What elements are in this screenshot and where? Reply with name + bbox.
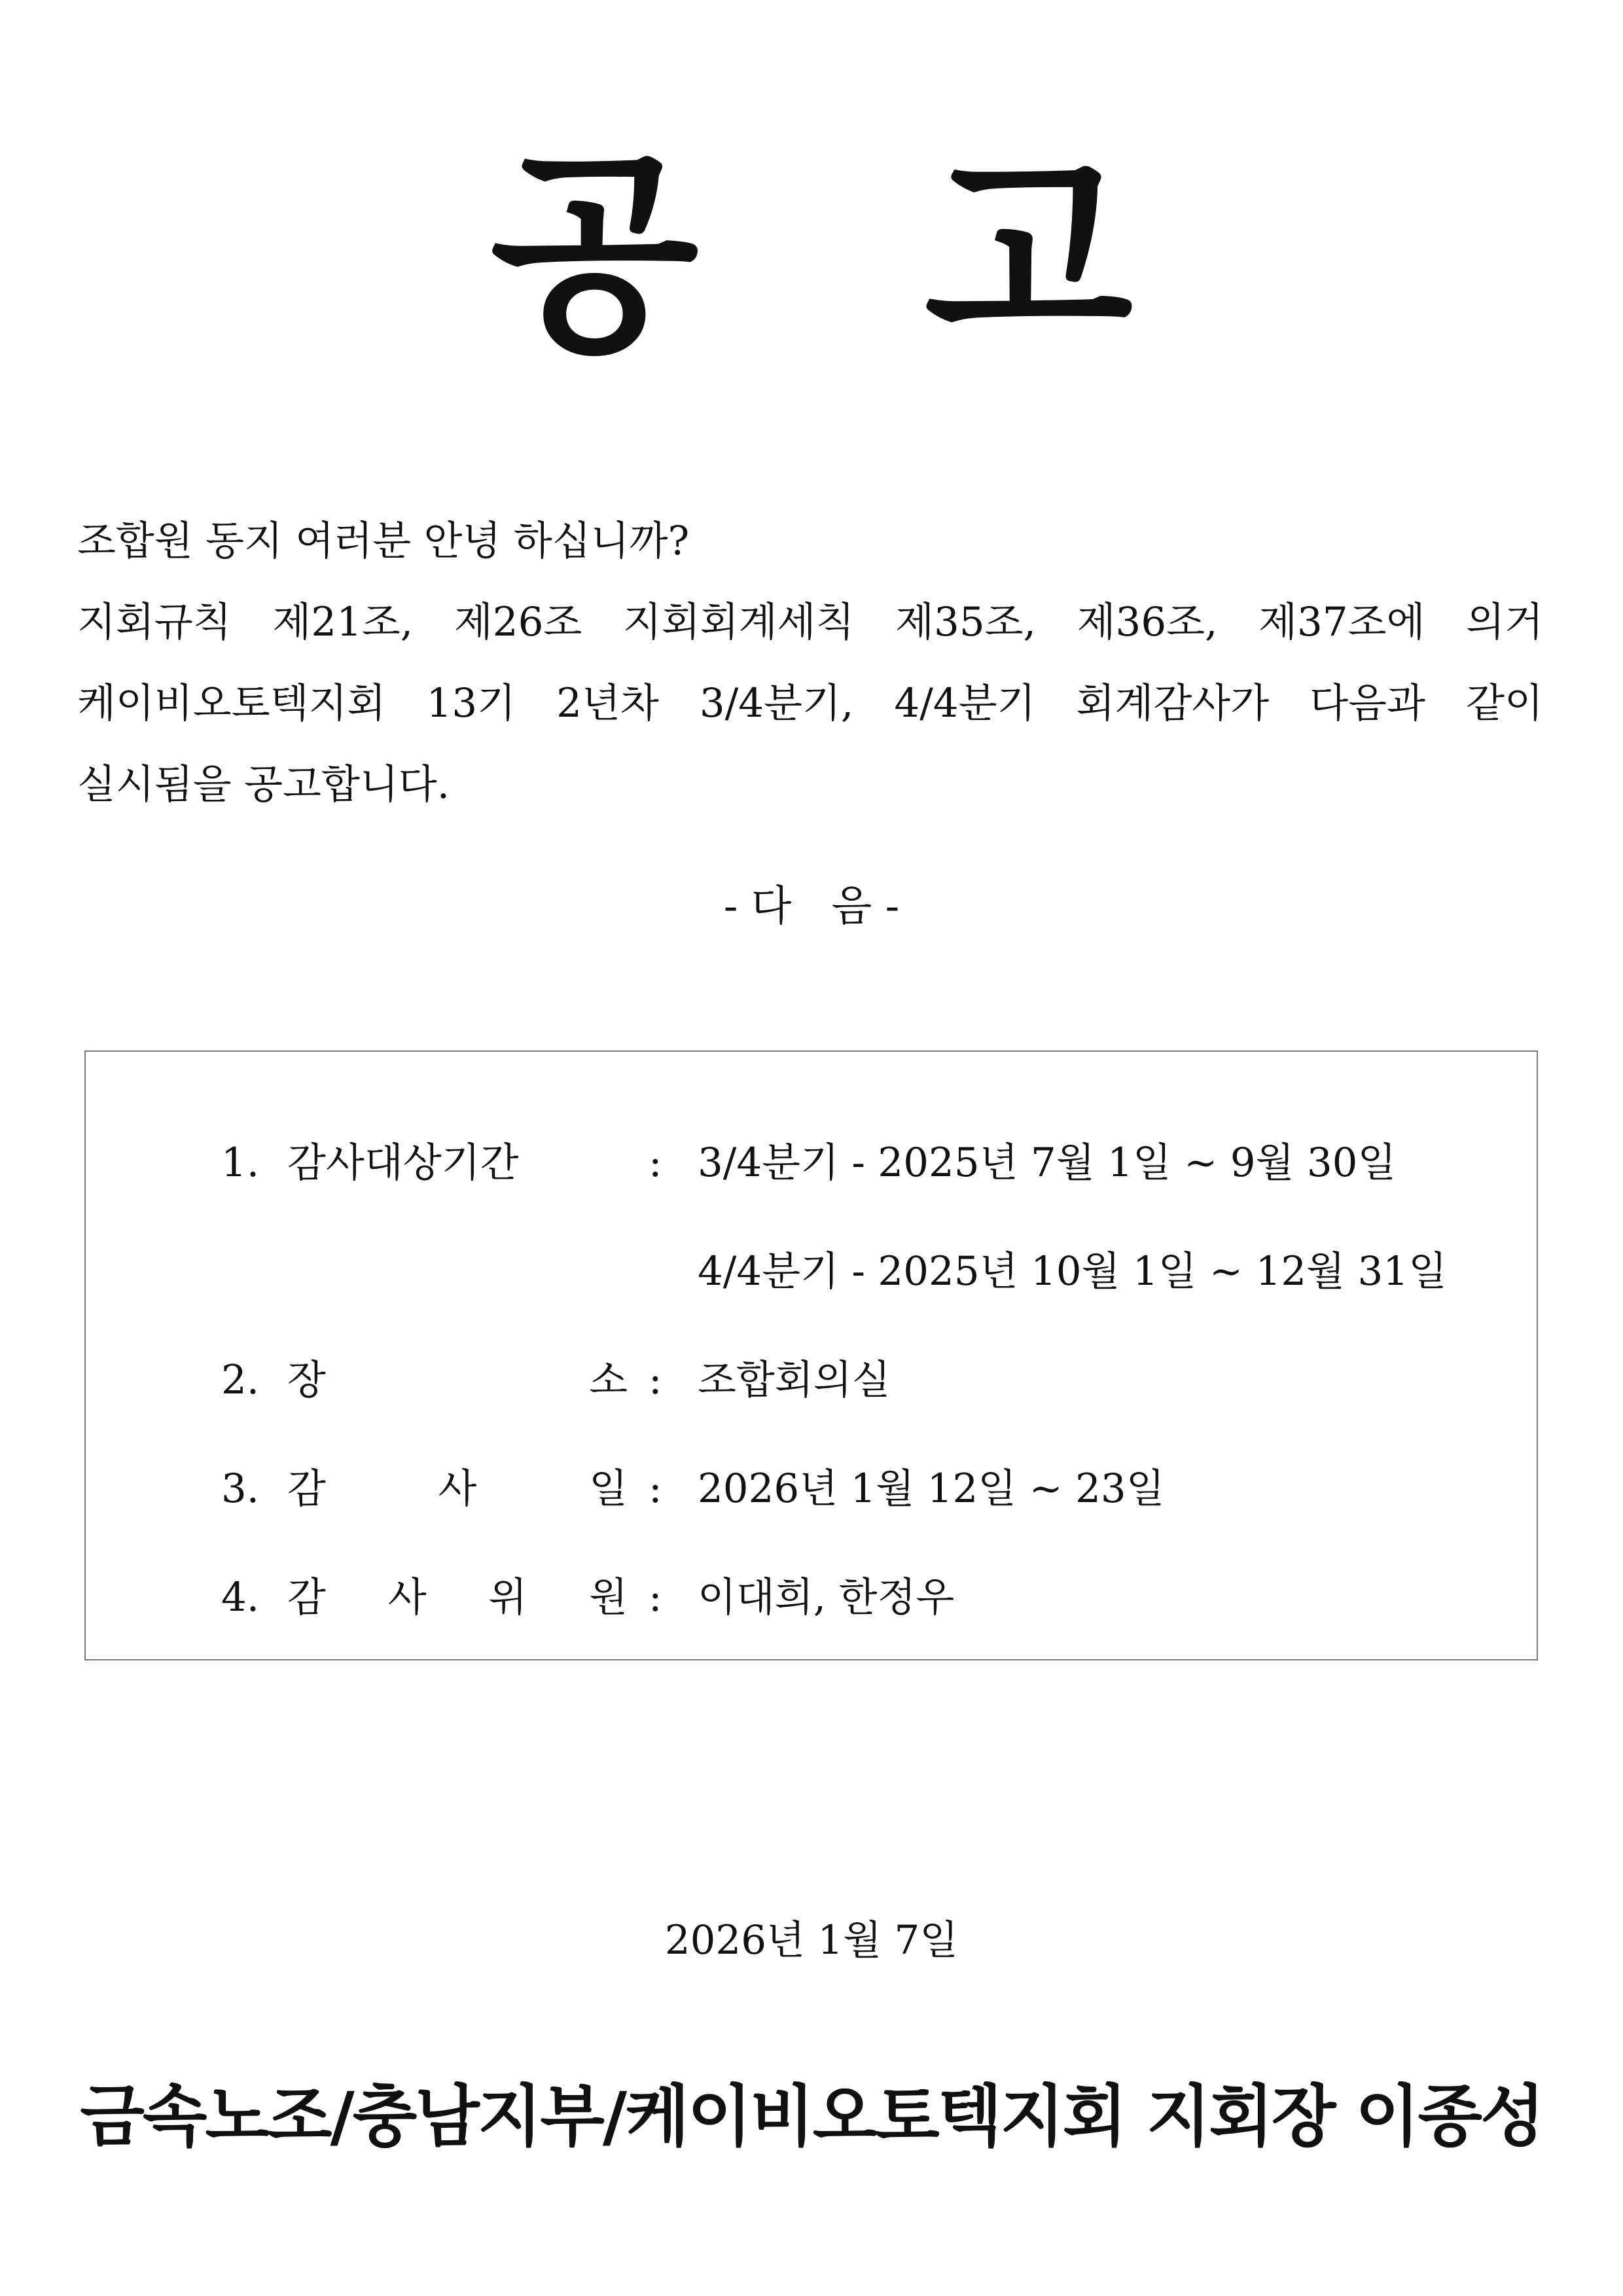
audit-details-box — [84, 1050, 1538, 1660]
following-heading: - 다 음 - — [723, 882, 900, 931]
detail-value: 3/4분기 - 2025년 7월 1일 ~ 9월 30일 — [698, 1139, 1397, 1186]
detail-value: 이대희, 한정우 — [698, 1574, 955, 1621]
detail-colon: : — [649, 1465, 662, 1512]
detail-value: 4/4분기 - 2025년 10월 1일 ~ 12월 31일 — [698, 1248, 1448, 1295]
detail-row-date — [86, 1456, 1537, 1522]
signature-line: 금속노조/충남지부/케이비오토텍지회 지회장 이종성 — [80, 2078, 1543, 2156]
detail-label-part: 일 — [589, 1465, 628, 1512]
body-line-audit: 케이비오토텍지회 13기 2년차 3/4분기, 4/4분기 회계감사가 다음과 같이 — [77, 680, 1543, 726]
detail-label — [287, 1456, 628, 1522]
body-line-announcement: 실시됨을 공고합니다. — [77, 761, 450, 808]
detail-number: 3. — [221, 1465, 260, 1512]
detail-label-part: 소 — [589, 1357, 628, 1403]
detail-label-part: 사 — [387, 1574, 427, 1621]
detail-label — [287, 1348, 628, 1413]
detail-colon: : — [649, 1139, 662, 1186]
body-line-greeting: 조합원 동지 여러분 안녕 하십니까? — [77, 518, 690, 564]
notice-title: 공 고 — [490, 130, 1133, 381]
detail-row-period — [86, 1130, 1537, 1196]
detail-label-part: 감 — [287, 1465, 326, 1512]
detail-colon: : — [649, 1574, 662, 1621]
notice-body — [77, 501, 1543, 825]
detail-label-part: 감 — [287, 1574, 326, 1621]
detail-row-location — [86, 1348, 1537, 1413]
detail-number: 1. — [221, 1139, 260, 1186]
detail-colon: : — [649, 1357, 662, 1403]
detail-number: 4. — [221, 1574, 260, 1621]
detail-label-part: 사 — [438, 1465, 477, 1512]
detail-label-part: 원 — [589, 1574, 628, 1621]
detail-value: 2026년 1월 12일 ~ 23일 — [698, 1465, 1165, 1512]
detail-row-period-2 — [86, 1239, 1537, 1304]
detail-label-part: 위 — [488, 1574, 527, 1621]
detail-value: 조합회의실 — [698, 1357, 891, 1403]
detail-label-part: 장 — [287, 1357, 326, 1403]
detail-row-auditors — [86, 1565, 1537, 1630]
body-line-regulation: 지회규칙 제21조, 제26조 지회회계세칙 제35조, 제36조, 제37조에 의거 — [77, 599, 1543, 645]
detail-label: 감사대상기간 — [287, 1139, 519, 1186]
detail-number: 2. — [221, 1357, 260, 1403]
notice-date: 2026년 1월 7일 — [664, 1917, 959, 1964]
detail-label — [287, 1565, 628, 1630]
